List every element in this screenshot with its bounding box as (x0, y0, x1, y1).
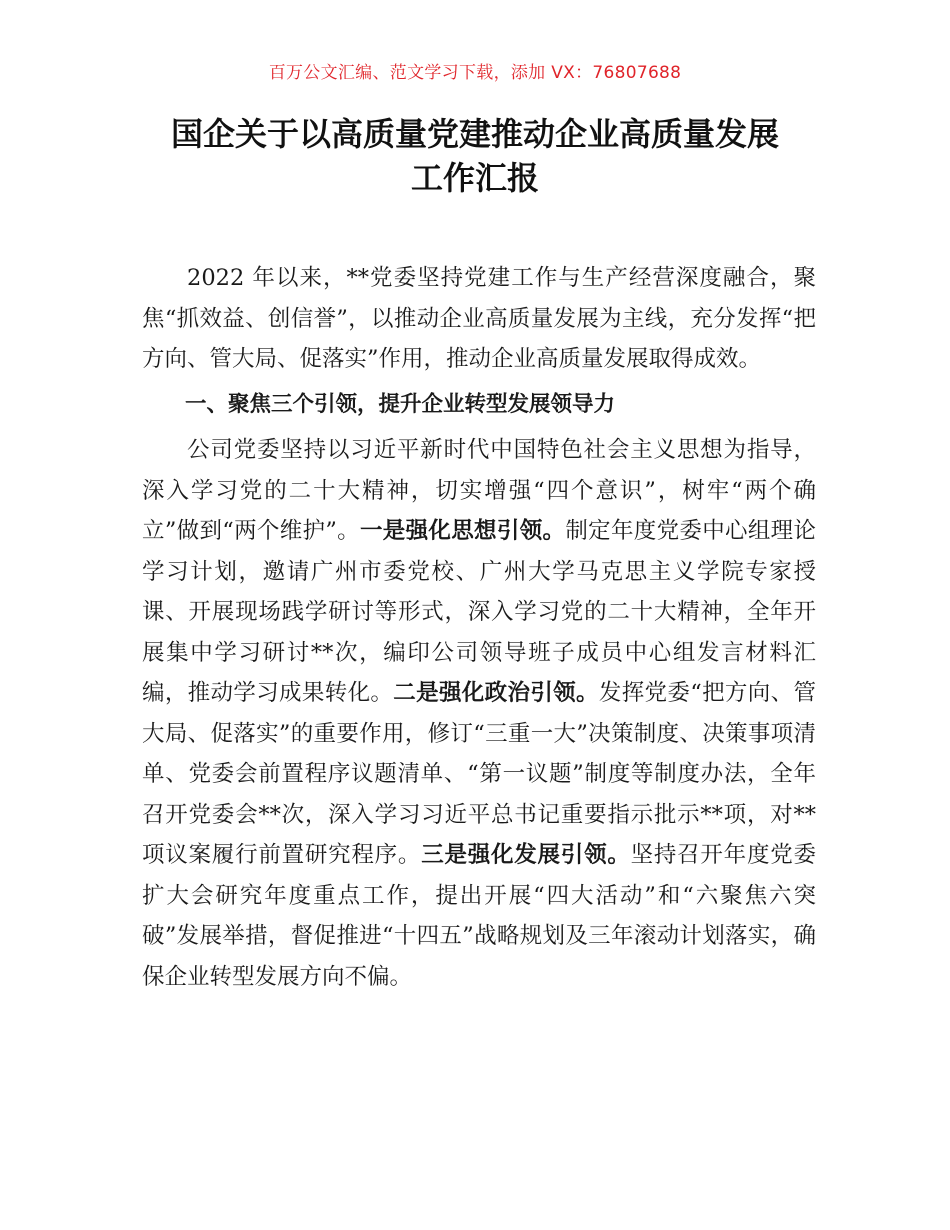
document-title (0, 112, 950, 200)
title-line-1: 国企关于以高质量党建推动企业高质量发展 (170, 115, 779, 153)
title-line-2: 工作汇报 (410, 159, 539, 197)
text-run: 坚持召开年度党委扩大会研究年度重点工作，提出开展“四大活动”和“六聚焦六突破”发展举措，督促推进“十四五”战略规划及三年滚动计划落实，确保企业转型发展方向不偏。 (142, 842, 816, 990)
bold-lead: 二是强化政治引领。 (393, 680, 599, 706)
intro-paragraph: 2022 年以来，**党委坚持党建工作与生产经营深度融合，聚焦“抓效益、创信誉”，以推动企业高质量发展为主线，充分发挥“把方向、管大局、促落实”作用，推动企业高质量发展取得成效。 (142, 265, 816, 372)
document-body (142, 258, 816, 997)
bold-lead: 一是强化思想引领。 (359, 518, 566, 544)
bold-lead: 三是强化发展引领。 (421, 842, 631, 868)
text-run: 制定年度党委中心组理论学习计划，邀请广州市委党校、广州大学马克思主义学院专家授课、开展现场践学研讨等形式，深入学习党的二十大精神，全年开展集中学习研讨**次，编印公司领导班子成员中心组发言材料汇编，推动学习成果转化。 (142, 518, 816, 706)
text-run: 发挥党委“把方向、管大局、促落实”的重要作用，修订“三重一大”决策制度、决策事项清单、党委会前置程序议题清单、“第一议题”制度等制度办法，全年召开党委会**次，深入学习习近平总书记重要指示批示**项，对**项议案履行前置研究程序。 (142, 680, 816, 868)
promo-banner: 百万公文汇编、范文学习下载，添加 VX：76807688 (268, 63, 682, 83)
section-heading: 一、聚焦三个引领，提升企业转型发展领导力 (185, 391, 616, 417)
text-run: 公司党委坚持以习近平新时代中国特色社会主义思想为指导，深入学习党的二十大精神，切实增强“四个意识”，树牢“两个确立”做到“两个维护”。 (142, 437, 816, 544)
section-paragraph (142, 430, 816, 997)
